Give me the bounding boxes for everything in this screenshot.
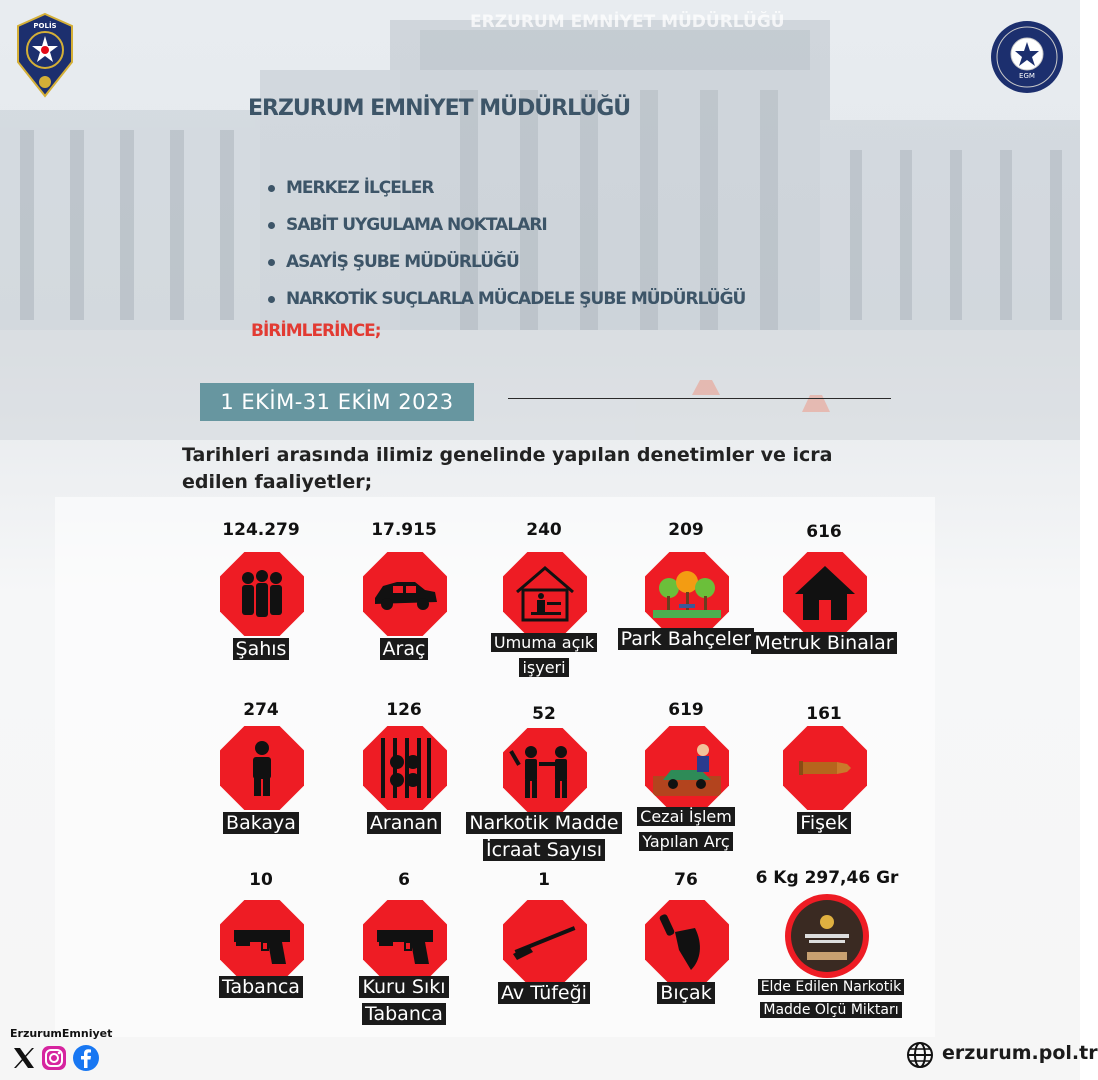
shotgun-icon xyxy=(503,900,587,984)
facebook-icon[interactable] xyxy=(72,1044,100,1072)
stat-label: Av Tüfeği xyxy=(469,980,619,1007)
page-title: ERZURUM EMNİYET MÜDÜRLÜĞÜ xyxy=(248,96,631,121)
units-list xyxy=(266,176,745,324)
website-link[interactable]: erzurum.pol.tr xyxy=(942,1042,1098,1064)
unit-item: SABİT UYGULAMA NOKTALARI xyxy=(266,213,745,250)
people-icon xyxy=(220,552,304,636)
stat-value: 10 xyxy=(249,870,273,890)
narcotics-badge-icon xyxy=(785,894,869,978)
workplace-icon xyxy=(503,552,587,636)
unit-item: NARKOTİK SUÇLARLA MÜCADELE ŞUBE MÜDÜRLÜĞÜ xyxy=(266,287,745,324)
stat-value: 161 xyxy=(806,704,842,724)
car-icon xyxy=(363,552,447,636)
stat-value: 6 Kg 297,46 Gr xyxy=(755,868,899,888)
stat-label: Araç xyxy=(329,636,479,663)
stat-value: 126 xyxy=(386,700,422,720)
stat-label: Tabanca xyxy=(186,974,336,1001)
stat-label: Aranan xyxy=(329,810,479,837)
stat-value: 76 xyxy=(674,870,698,890)
stat-value: 1 xyxy=(538,870,550,890)
traffic-police-icon xyxy=(645,726,729,810)
svg-text:POLİS: POLİS xyxy=(33,22,57,30)
stat-value: 209 xyxy=(668,520,704,540)
svg-text:EGM: EGM xyxy=(1019,72,1035,80)
stat-value: 52 xyxy=(532,704,556,724)
stat-label: Narkotik Madde İcraat Sayısı xyxy=(453,810,635,864)
park-icon xyxy=(645,552,729,636)
stat-label: Bıçak xyxy=(611,980,761,1007)
house-icon xyxy=(783,552,867,636)
blank-pistol-icon xyxy=(363,900,447,984)
stat-value: 616 xyxy=(806,522,842,542)
person-icon xyxy=(220,726,304,810)
stat-label: Fişek xyxy=(749,810,899,837)
unit-item: ASAYİŞ ŞUBE MÜDÜRLÜĞÜ xyxy=(266,250,745,287)
stat-label: Kuru Sıkı Tabanca xyxy=(329,974,479,1028)
globe-icon xyxy=(905,1040,935,1070)
bullet-icon xyxy=(783,726,867,810)
stat-value: 124.279 xyxy=(222,520,300,540)
police-badge-left-icon xyxy=(12,12,78,98)
knife-icon xyxy=(645,900,729,984)
egm-badge-right-icon xyxy=(990,20,1064,94)
stat-value: 274 xyxy=(243,700,279,720)
pistol-icon xyxy=(220,900,304,984)
stat-label: Umuma açık işyeri xyxy=(469,630,619,680)
stat-label: Metruk Binalar xyxy=(749,630,899,657)
unit-item: MERKEZ İLÇELER xyxy=(266,176,745,213)
intro-text: Tarihleri arasında ilimiz genelinde yapılan denetimler ve icra edilen faaliyetler; xyxy=(182,444,833,493)
arrest-icon xyxy=(503,728,587,812)
stat-value: 240 xyxy=(526,520,562,540)
date-range-badge: 1 EKİM-31 EKİM 2023 xyxy=(200,383,474,421)
stat-label: Elde Edilen Narkotik Madde Ölçü Miktarı xyxy=(749,976,913,1022)
stat-value: 17.915 xyxy=(371,520,437,540)
x-twitter-icon[interactable] xyxy=(10,1044,38,1072)
building-sign: ERZURUM EMNİYET MÜDÜRLÜĞÜ xyxy=(470,12,785,32)
stat-value: 6 xyxy=(398,870,410,890)
instagram-icon[interactable] xyxy=(40,1044,68,1072)
units-suffix: BİRİMLERİNCE; xyxy=(251,321,381,341)
stat-label: Cezai İşlem Yapılan Arç xyxy=(611,804,761,854)
prison-bars-icon xyxy=(363,726,447,810)
stat-label: Bakaya xyxy=(186,810,336,837)
stat-label: Şahıs xyxy=(186,636,336,663)
stat-label: Park Bahçeler xyxy=(611,626,761,653)
social-handle: ErzurumEmniyet xyxy=(10,1027,113,1040)
divider-line xyxy=(508,398,891,399)
stat-value: 619 xyxy=(668,700,704,720)
